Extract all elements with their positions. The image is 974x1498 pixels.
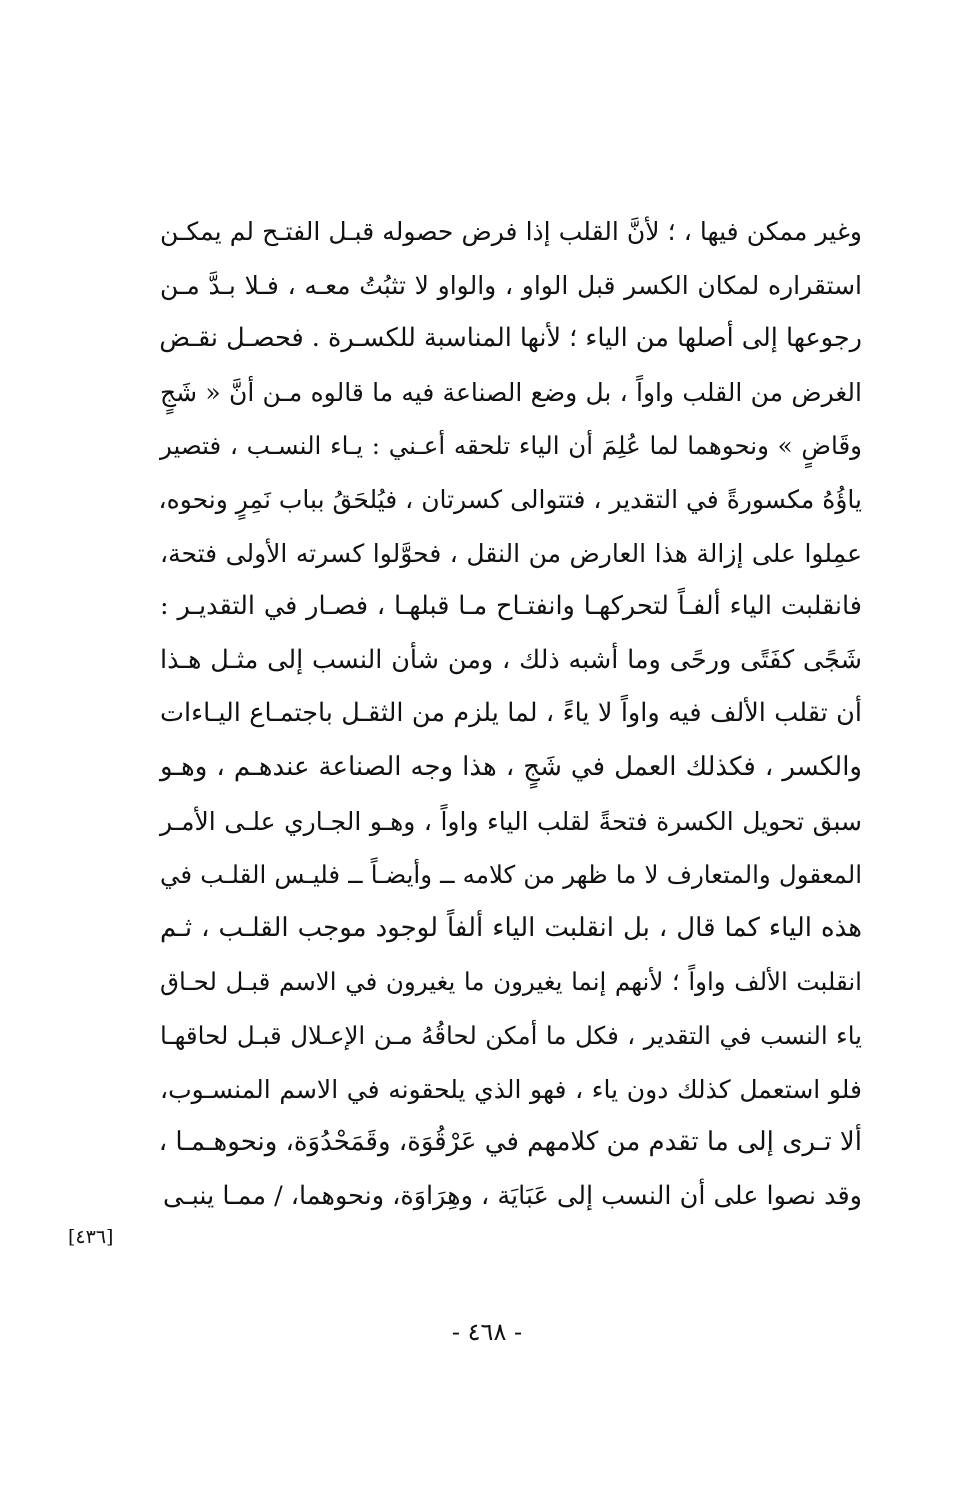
text-line: وقَاضٍ » ونحوهما لما عُلِمَ أن الياء تلحقه أعـني : يـاء النسـب ، فتصير [160,431,862,461]
text-line: استقراره لمكان الكسر قبل الواو ، والواو لا تثبُتُ معـه ، فـلا بـدَّ مـن [160,270,862,300]
margin-reference: [٤٣٦] [68,1226,114,1248]
text-line: المعقول والمتعارف لا ما ظهر من كلامه ــ وأيضـاً ــ فليـس القلـب في [160,860,862,890]
text-line: انقلبت الألف واواً ؛ لأنهم إنما يغيرون ما يغيرون في الاسم قبـل لحـاق [160,967,862,997]
text-line: وغير ممكن فيها ، ؛ لأنَّ القلب إذا فرض حصوله قبـل الفتـح لم يمكـن [160,217,862,246]
text-line: فانقلبت الياء ألفـاً لتحركهـا وانفتـاح مـا قبلهـا ، فصـار في التقديـر : [160,591,862,622]
text-line: شَجًى كفَتًى ورحًى وما أشبه ذلك ، ومن شأن النسب إلى مثـل هـذا [160,644,862,675]
text-line: سبق تحويل الكسرة فتحةً لقلب الياء واواً ، وهـو الجـاري علـى الأمـر [160,806,862,836]
text-line: فلو استعمل كذلك دون ياء ، فهو الذي يلحقونه في الاسم المنسـوب، [160,1074,862,1104]
page-number: - ٤٦٨ - [451,1318,523,1346]
text-line: وقد نصوا على أن النسب إلى عَبَايَة ، وهِرَاوَة، ونحوهما، / ممـا ينبـى [163,1180,862,1211]
text-line: عمِلوا على إزالة هذا العارض من النقل ، فحوَّلوا كسرته الأولى فتحة، [160,538,862,568]
text-line: رجوعها إلى أصلها من الياء ؛ لأنها المناسبة للكسـرة . فحصـل نقـض [159,323,862,354]
text-line: أن تقلب الألف فيه واواً لا ياءً ، لما يلزم من الثقـل باجتمـاع اليـاءات [160,698,862,729]
text-line: هذه الياء كما قال ، بل انقلبت الياء ألفاً لوجود موجب القلـب ، ثـم [160,912,862,943]
text-line: ألا تـرى إلى ما تقدم من كلامهم في عَرْقُوَة، وقَمَحْدُوَة، ونحوهـمـا ، [158,1127,862,1158]
text-line: والكسر ، فكذلك العمل في شَجٍ ، هذا وجه الصناعة عندهـم ، وهـو [160,751,862,782]
text-line: الغرض من القلب واواً ، بل وضع الصناعة فيه ما قالوه مـن أنَّ « شَجٍ [160,377,862,407]
text-line: ياء النسب في التقدير ، فكل ما أمكن لحاقُهُ مـن الإعـلال قبـل لحاقهـا [160,1020,862,1050]
body-text [160,205,862,1223]
text-line: ياؤُهُ مكسورةً في التقدير ، فتتوالى كسرتان ، فيُلحَقُ بباب نَمِرٍ ونحوه، [158,484,862,514]
